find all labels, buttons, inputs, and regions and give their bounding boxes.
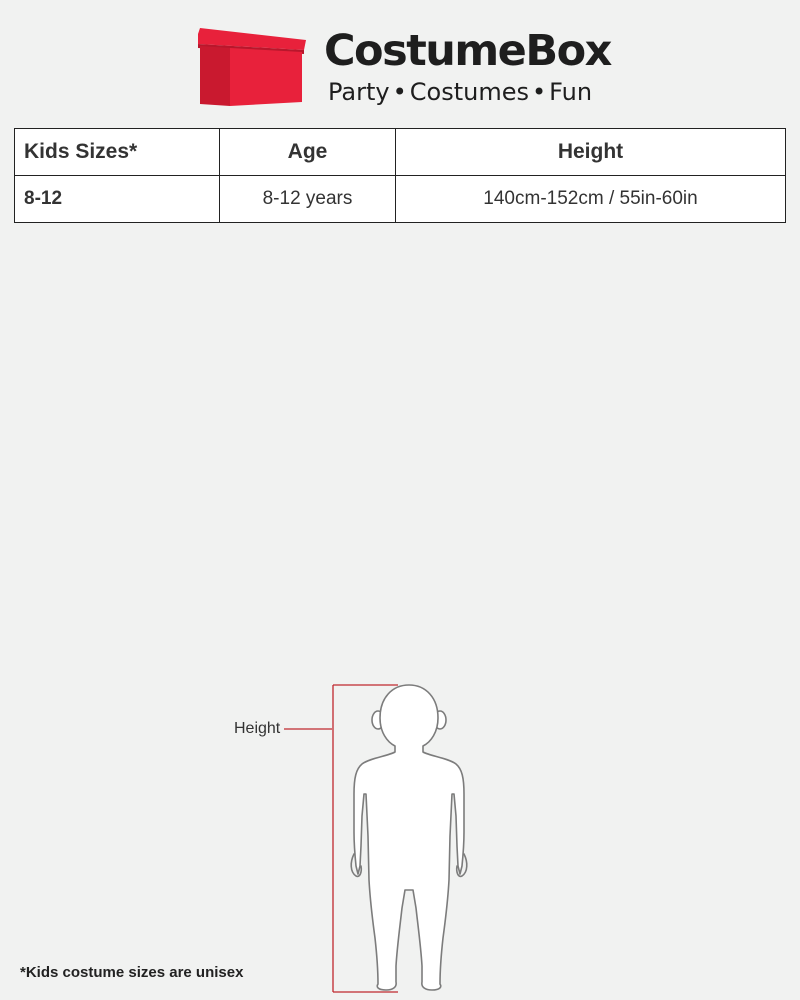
table-header-row bbox=[15, 129, 786, 176]
costume-box-icon bbox=[196, 26, 308, 108]
tagline-costumes: Costumes bbox=[409, 78, 529, 106]
tagline-fun: Fun bbox=[549, 78, 593, 106]
brand-name: CostumeBox bbox=[324, 26, 611, 76]
brand-tagline bbox=[328, 78, 592, 106]
size-chart-table bbox=[14, 128, 786, 223]
cell-size: 8-12 bbox=[15, 176, 220, 223]
footnote: *Kids costume sizes are unisex bbox=[20, 964, 244, 981]
tagline-separator: • bbox=[531, 78, 547, 106]
height-diagram bbox=[220, 676, 480, 1000]
cell-height: 140cm-152cm / 55in-60in bbox=[396, 176, 786, 223]
child-outline-icon bbox=[220, 676, 480, 1000]
header-height: Height bbox=[396, 129, 786, 176]
tagline-separator: • bbox=[392, 78, 407, 106]
table-row bbox=[15, 176, 786, 223]
header-kids-sizes: Kids Sizes* bbox=[15, 129, 220, 176]
tagline-party: Party bbox=[328, 78, 390, 106]
height-label: Height bbox=[234, 720, 281, 737]
cell-age: 8-12 years bbox=[220, 176, 396, 223]
brand-logo bbox=[196, 26, 616, 110]
header-age: Age bbox=[220, 129, 396, 176]
